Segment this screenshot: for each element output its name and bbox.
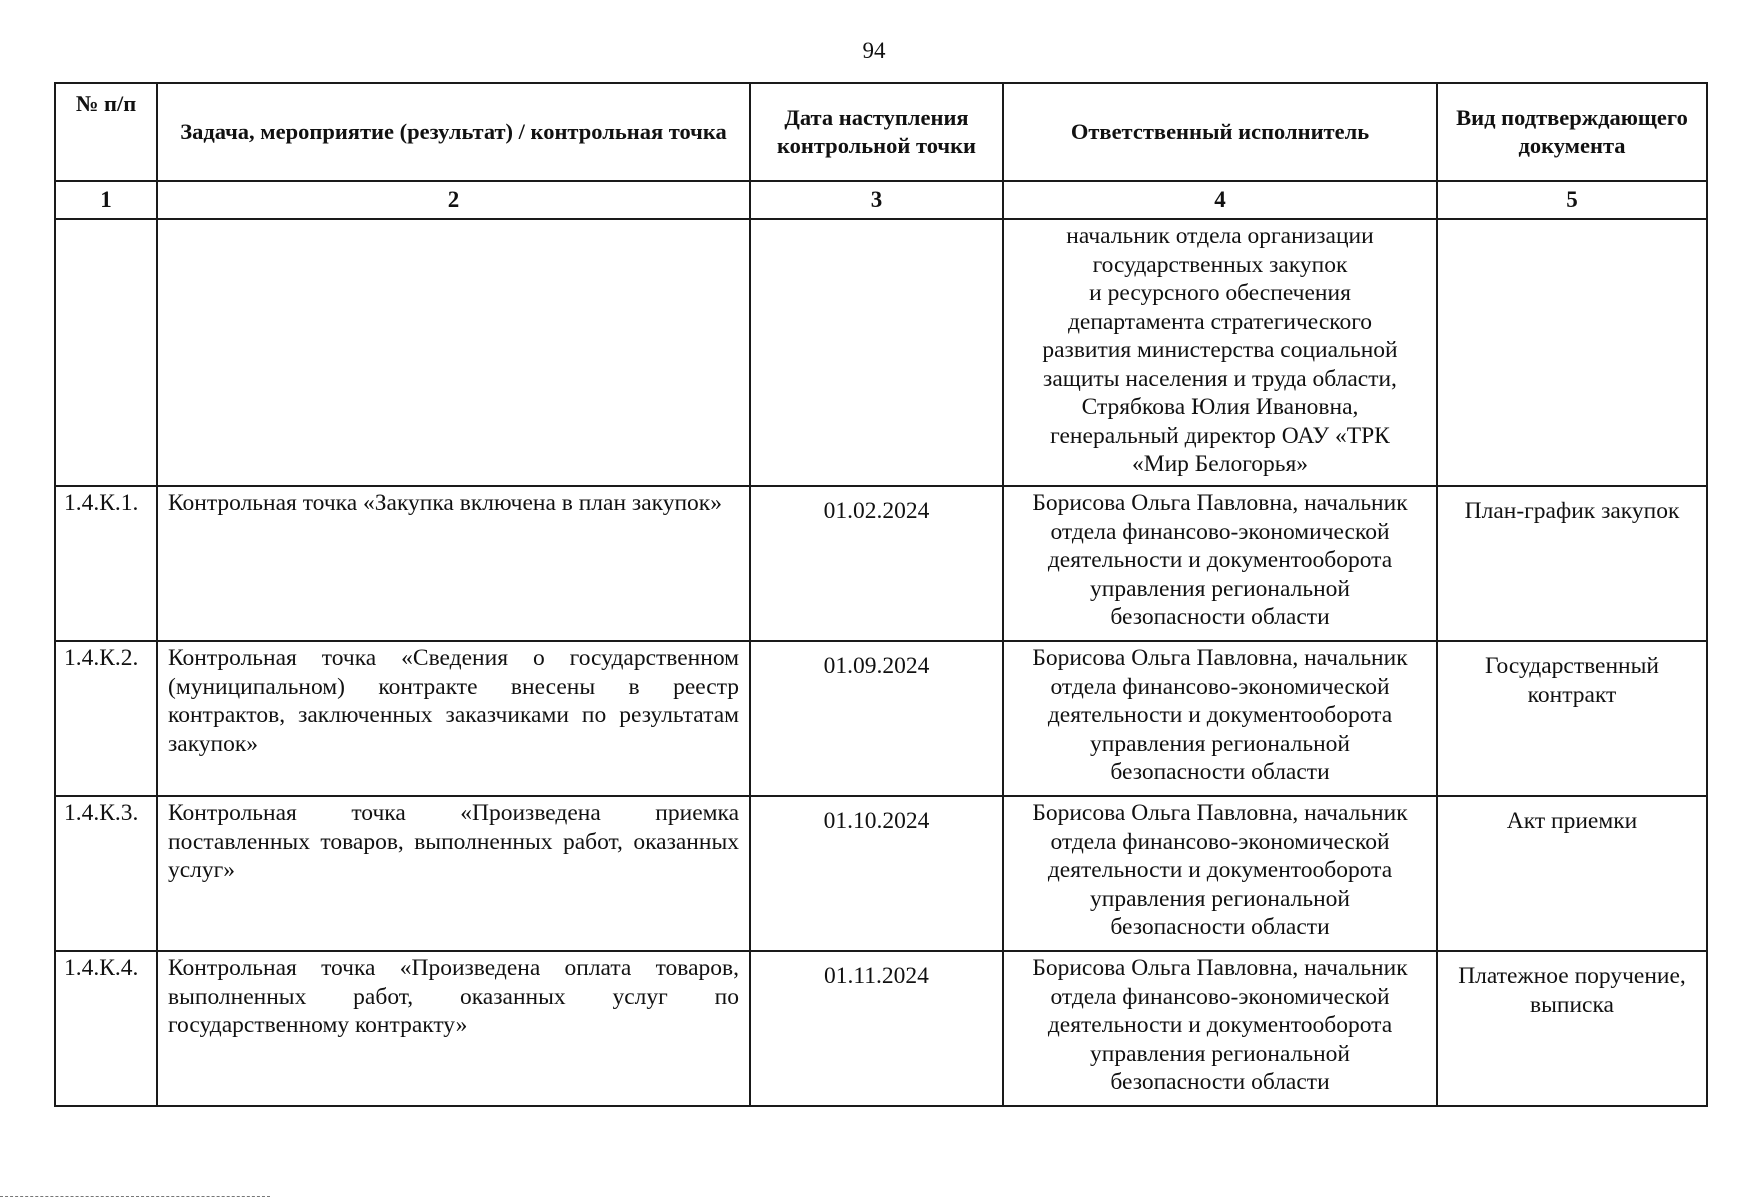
executor-line: безопасности области	[1110, 759, 1330, 785]
cell-executor	[1003, 951, 1437, 1106]
cell-executor	[1003, 641, 1437, 796]
cell-date: 01.11.2024	[750, 951, 1003, 1106]
executor-line: государственных закупок	[1092, 251, 1348, 278]
cell-number: 1.4.К.1.	[55, 486, 157, 641]
cell-date	[750, 219, 1003, 486]
table-row	[55, 951, 1707, 1106]
executor-line: отдела финансово-экономической	[1050, 983, 1390, 1010]
executor-line: генеральный директор ОАУ «ТРК	[1050, 422, 1390, 449]
column-number-4: 4	[1003, 181, 1437, 219]
column-number-2: 2	[157, 181, 750, 219]
cell-date: 01.09.2024	[750, 641, 1003, 796]
page-number: 94	[862, 38, 886, 63]
table-header-row	[55, 83, 1707, 181]
cell-document: План-график закупок	[1437, 486, 1707, 641]
executor-line: деятельности и документооборота	[1047, 547, 1393, 573]
cell-executor	[1003, 219, 1437, 486]
cell-executor	[1003, 796, 1437, 951]
table-row-continued	[55, 219, 1707, 486]
executor-line: управления региональной	[1090, 885, 1350, 912]
cell-task: Контрольная точка «Закупка включена в план закупок»	[157, 486, 750, 641]
cell-number: 1.4.К.4.	[55, 951, 157, 1106]
cell-number	[55, 219, 157, 486]
executor-line: начальник отдела организации	[1066, 223, 1374, 249]
executor-line: управления региональной	[1090, 1040, 1350, 1067]
executor-line: деятельности и документооборота	[1047, 857, 1393, 883]
executor-line: защиты населения и труда области,	[1043, 365, 1397, 392]
executor-line: отдела финансово-экономической	[1050, 828, 1390, 855]
executor-line: безопасности области	[1110, 604, 1330, 630]
executor-line: безопасности области	[1110, 914, 1330, 940]
column-numbering-row	[55, 181, 1707, 219]
table-row	[55, 641, 1707, 796]
header-number: № п/п	[55, 83, 157, 181]
cell-document: Государственный контракт	[1437, 641, 1707, 796]
cell-date: 01.10.2024	[750, 796, 1003, 951]
control-points-table	[54, 82, 1708, 1107]
header-task: Задача, мероприятие (результат) / контрольная точка	[157, 83, 750, 181]
cell-executor	[1003, 486, 1437, 641]
cell-document	[1437, 219, 1707, 486]
executor-line: и ресурсного обеспечения	[1089, 280, 1351, 306]
cell-number: 1.4.К.3.	[55, 796, 157, 951]
executor-line: Борисова Ольга Павловна, начальник	[1032, 955, 1408, 981]
cell-task: Контрольная точка «Произведена приемка поставленных товаров, выполненных работ, оказанных услуг»	[157, 796, 750, 951]
executor-line: Стрябкова Юлия Ивановна,	[1081, 394, 1359, 420]
cell-task: Контрольная точка «Сведения о государственном (муниципальном) контракте внесены в реестр контрактов, заключенных заказчиками по результатам закупок»	[157, 641, 750, 796]
executor-line: управления региональной	[1090, 575, 1350, 602]
executor-line: управления региональной	[1090, 730, 1350, 757]
cell-date: 01.02.2024	[750, 486, 1003, 641]
column-number-3: 3	[750, 181, 1003, 219]
executor-line: департамента стратегического	[1067, 308, 1373, 335]
table-row	[55, 796, 1707, 951]
executor-line: развития министерства социальной	[1042, 337, 1398, 363]
cell-document: Акт приемки	[1437, 796, 1707, 951]
header-executor: Ответственный исполнитель	[1003, 83, 1437, 181]
executor-line: отдела финансово-экономической	[1050, 518, 1390, 545]
cell-task	[157, 219, 750, 486]
executor-line: отдела финансово-экономической	[1050, 673, 1390, 700]
cell-task: Контрольная точка «Произведена оплата товаров, выполненных работ, оказанных услуг по государственному контракту»	[157, 951, 750, 1106]
bottom-divider	[0, 1196, 270, 1197]
executor-line: безопасности области	[1110, 1069, 1330, 1095]
column-number-1: 1	[55, 181, 157, 219]
executor-line: «Мир Белогорья»	[1131, 451, 1309, 477]
executor-line: Борисова Ольга Павловна, начальник	[1032, 645, 1408, 671]
column-number-5: 5	[1437, 181, 1707, 219]
table-row	[55, 486, 1707, 641]
executor-line: деятельности и документооборота	[1047, 702, 1393, 728]
executor-line: Борисова Ольга Павловна, начальник	[1032, 800, 1408, 826]
header-date: Дата наступления контрольной точки	[750, 83, 1003, 181]
executor-line: Борисова Ольга Павловна, начальник	[1032, 490, 1408, 516]
cell-document: Платежное поручение, выписка	[1437, 951, 1707, 1106]
executor-line: деятельности и документооборота	[1047, 1012, 1393, 1038]
cell-number: 1.4.К.2.	[55, 641, 157, 796]
header-document: Вид подтверждающего документа	[1437, 83, 1707, 181]
